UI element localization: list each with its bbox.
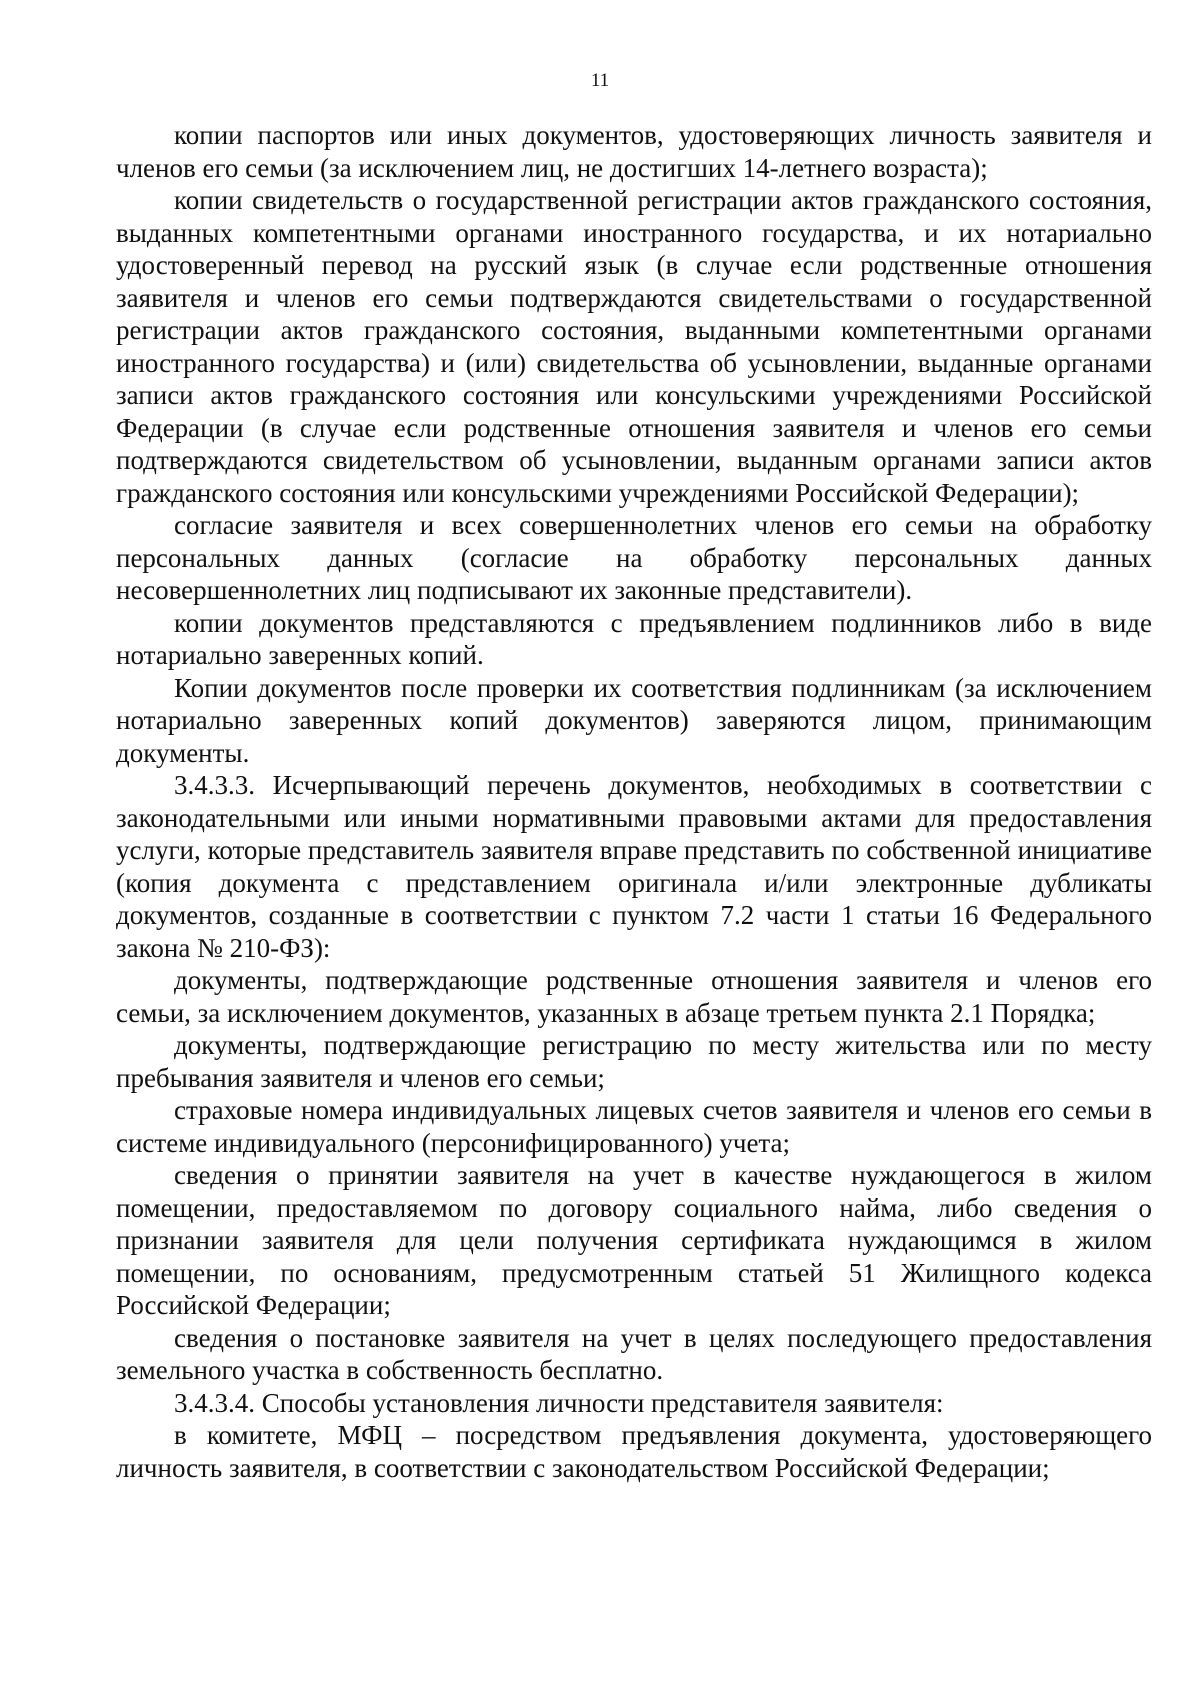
paragraph-personal-data-consent: согласие заявителя и всех совершеннолетних членов его семьи на обработку персональных данных (согласие на обработку персональных данных несовершеннолетних лиц подписывают их законные представители). xyxy=(116,510,1152,605)
paragraph-passport-copies: копии паспортов или иных документов, удостоверяющих личность заявителя и членов его семьи (за исключением лиц, не достигших 14-летнего возраста); xyxy=(116,120,1152,183)
paragraph-insurance-numbers: страховые номера индивидуальных лицевых счетов заявителя и членов его семьи в системе индивидуального (персонифицированного) учета; xyxy=(116,1095,1152,1158)
paragraph-land-plot-info: сведения о постановке заявителя на учет в целях последующего предоставления земельного участка в собственность бесплатно. xyxy=(116,1322,1152,1385)
paragraph-identity-verification: в комитете, МФЦ – посредством предъявления документа, удостоверяющего личность заявителя, в соответствии с законодательством Российской Федерации; xyxy=(116,1420,1152,1483)
paragraph-section-3-4-3-4: 3.4.3.4. Способы установления личности представителя заявителя: xyxy=(174,1387,944,1418)
paragraph-civil-status-certificates: копии свидетельств о государственной регистрации актов гражданского состояния, выданных компетентными органами иностранного государства, и их нотариально удостоверенный перевод на русский язык (в случае если родственные отношения заявителя и членов его семьи подтверждаются свидетельствами о государственной регистрации актов гражданского состояния, выданными компетентными органами иностранного государства) и (или) свидетельства об усыновлении, выданные органами записи актов гражданского состояния или консульскими учреждениями Российской Федерации (в случае если родственные отношения заявителя и членов его семьи подтверждаются свидетельством об усыновлении, выданным органами записи актов гражданского состояния или консульскими учреждениями Российской Федерации); xyxy=(116,185,1152,508)
paragraph-registration-documents: документы, подтверждающие регистрацию по месту жительства или по месту пребывания заявителя и членов его семьи; xyxy=(116,1030,1152,1093)
paragraph-housing-need-info: сведения о принятии заявителя на учет в качестве нуждающегося в жилом помещении, предоставляемом по договору социального найма, либо сведения о признании заявителя для цели получения сертификата нуждающимся в жилом помещении, по основаниям, предусмотренным статьей 51 Жилищного кодекса Российской Федерации; xyxy=(116,1160,1152,1320)
page-number: 11 xyxy=(590,70,610,91)
paragraph-copies-certification: Копии документов после проверки их соответствия подлинникам (за исключением нотариально заверенных копий документов) заверяются лицом, принимающим документы. xyxy=(116,672,1152,768)
paragraph-section-3-4-3-3: 3.4.3.3. Исчерпывающий перечень документов, необходимых в соответствии с законодательными или иными нормативными правовыми актами для предоставления услуги, которые представитель заявителя вправе представить по собственной инициативе (копия документа с представлением оригинала и/или электронные дубликаты документов, созданные в соответствии с пунктом 7.2 части 1 статьи 16 Федерального закона № 210-ФЗ): xyxy=(116,770,1152,963)
paragraph-kinship-documents: документы, подтверждающие родственные отношения заявителя и членов его семьи, за исключением документов, указанных в абзаце третьем пункта 2.1 Порядка; xyxy=(116,965,1152,1028)
paragraph-copies-submission: копии документов представляются с предъявлением подлинников либо в виде нотариально заверенных копий. xyxy=(116,607,1152,670)
document-body xyxy=(116,119,1152,1484)
